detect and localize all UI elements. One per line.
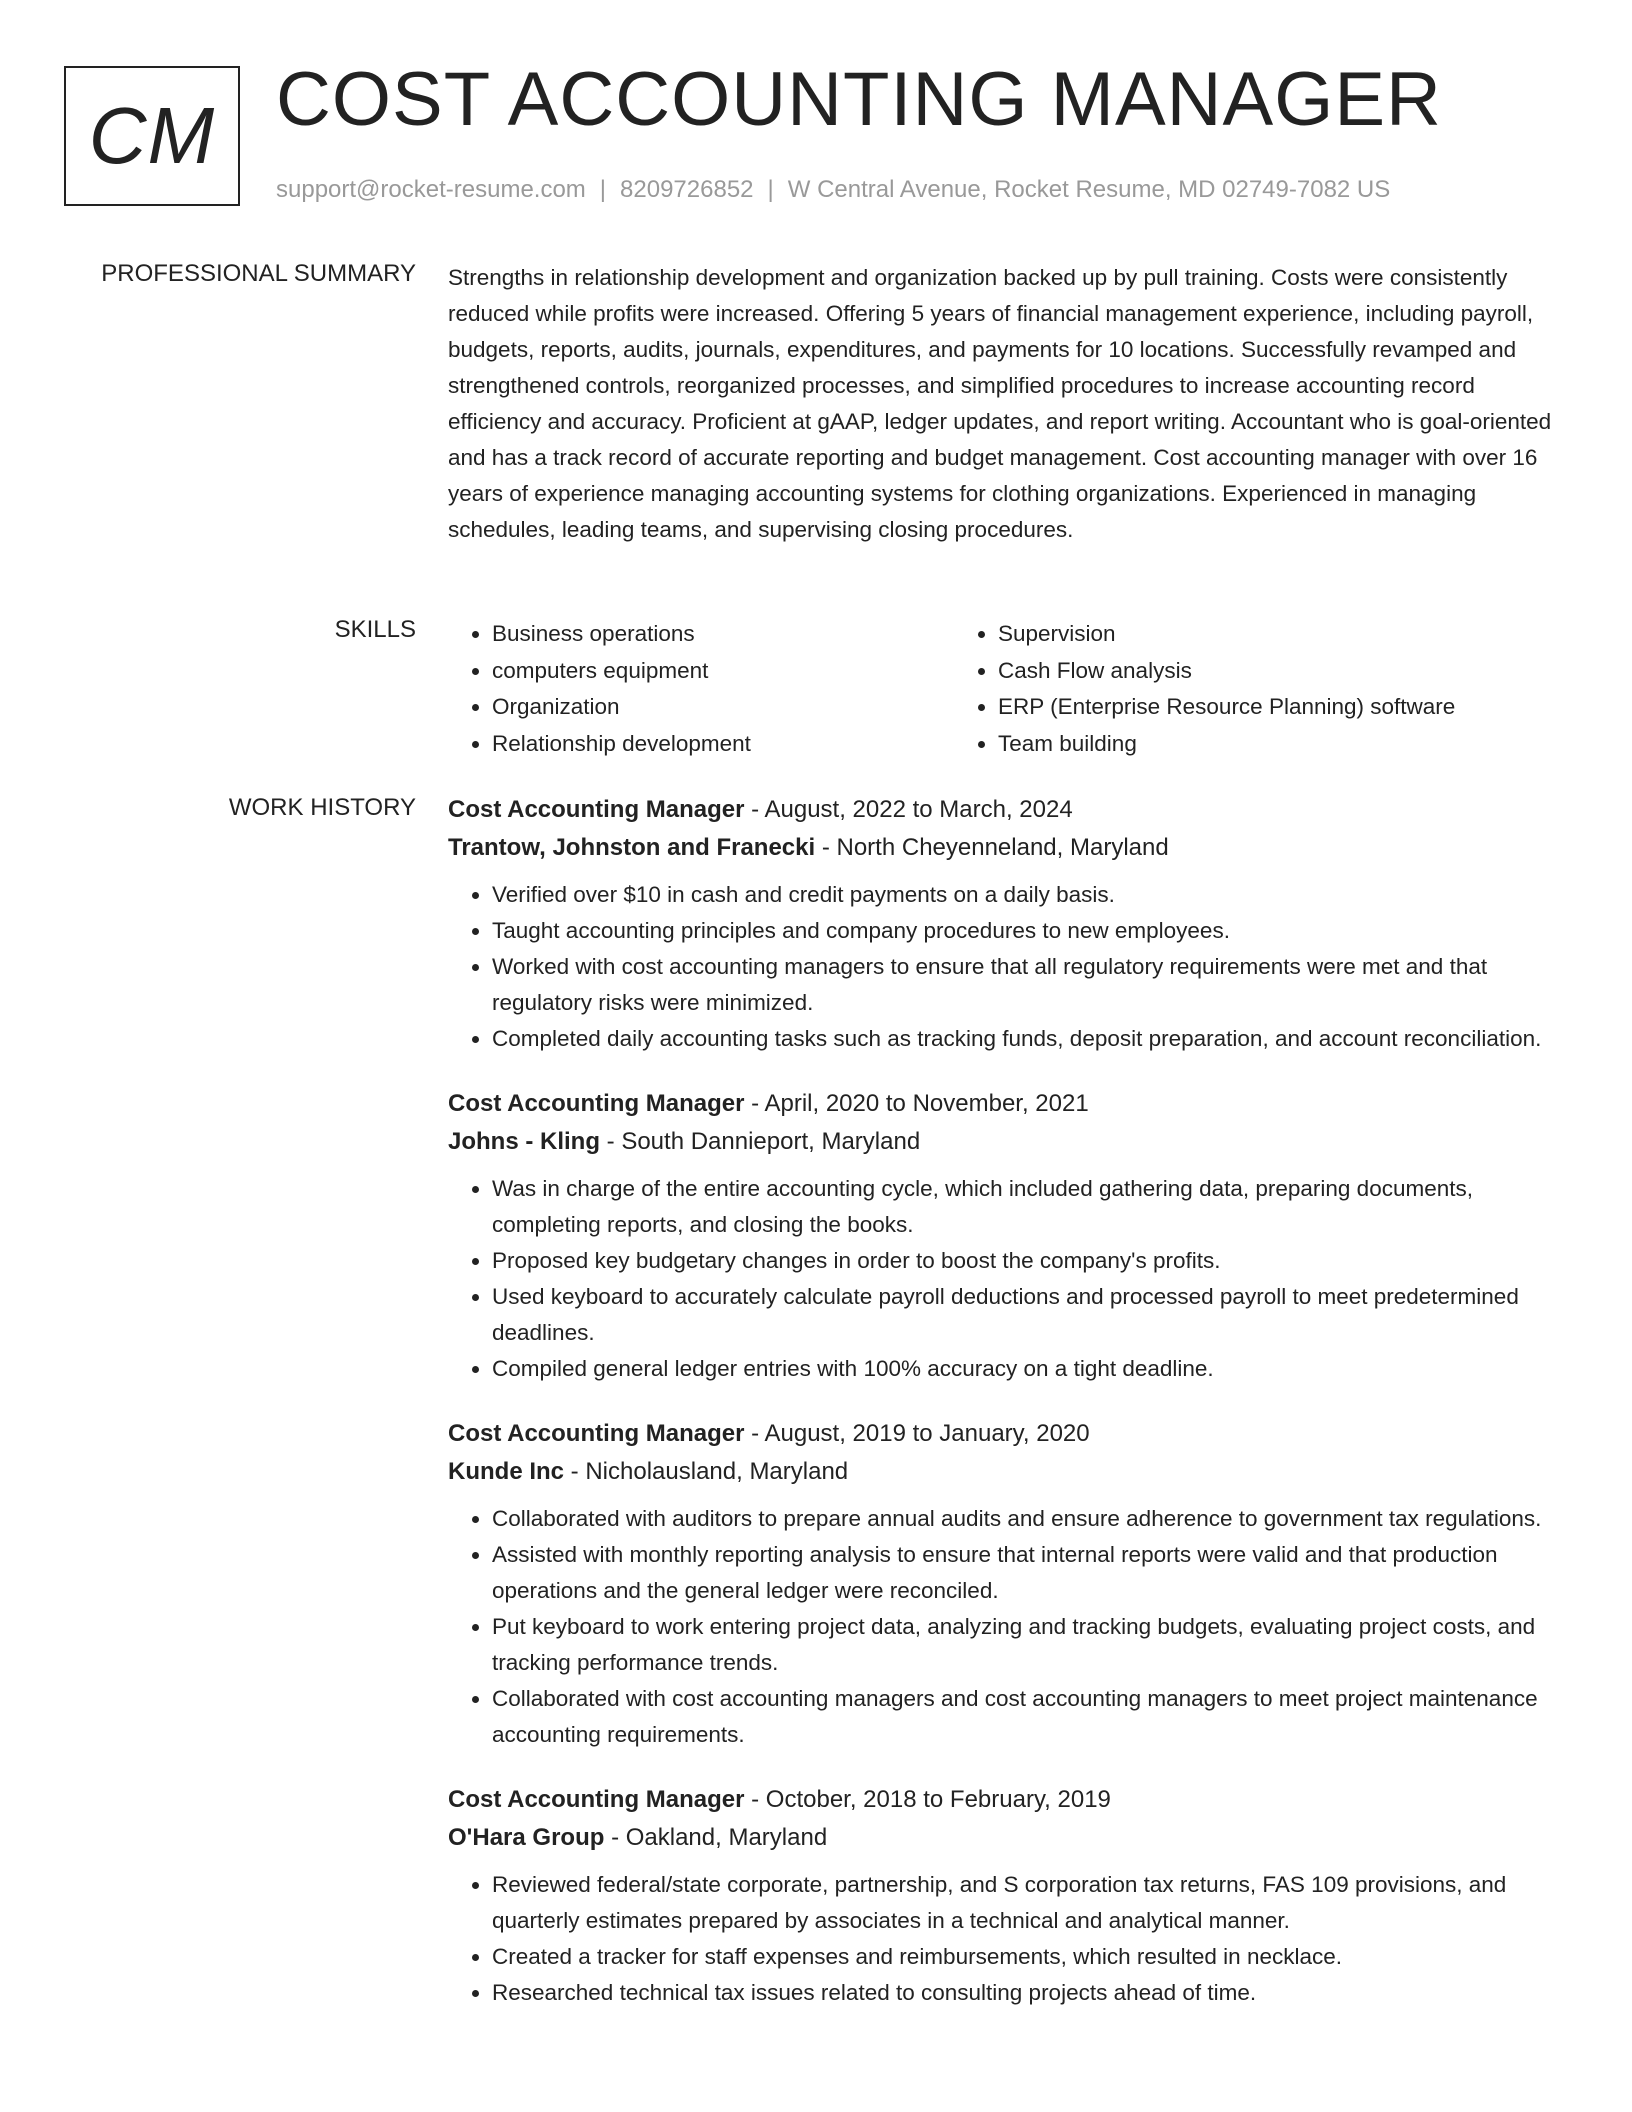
job-bullet: • Worked with cost accounting managers to ensure that all regulatory requirements were met and that regulatory risks were minimized. bbox=[492, 949, 1572, 1021]
skill-item: • Team building bbox=[998, 726, 1554, 763]
job-dash: - bbox=[744, 796, 765, 823]
skill-item: • Cash Flow analysis bbox=[998, 653, 1554, 690]
job-company-line bbox=[448, 1453, 1572, 1491]
job-entry bbox=[448, 1085, 1572, 1387]
job-title: Cost Accounting Manager bbox=[448, 1090, 745, 1117]
job-bullet: • Researched technical tax issues related to consulting projects ahead of time. bbox=[492, 1975, 1572, 2011]
job-bullet: • Completed daily accounting tasks such as tracking funds, deposit preparation, and account reconciliation. bbox=[492, 1021, 1572, 1057]
job-location: Oakland, Maryland bbox=[625, 1824, 828, 1851]
job-location: Nicholausland, Maryland bbox=[585, 1458, 849, 1485]
job-title-line bbox=[448, 1415, 1572, 1453]
summary-heading: PROFESSIONAL SUMMARY bbox=[101, 260, 416, 287]
job-bullets bbox=[448, 877, 1572, 1057]
job-bullet: • Assisted with monthly reporting analysis to ensure that internal reports were valid and that production operations and the general ledger were reconciled. bbox=[492, 1537, 1572, 1609]
contact-separator: | bbox=[599, 176, 607, 203]
work-history-body bbox=[448, 791, 1572, 2039]
job-company: Johns - Kling bbox=[448, 1128, 600, 1155]
job-bullet: • Created a tracker for staff expenses and reimbursements, which resulted in necklace. bbox=[492, 1939, 1572, 1975]
job-location: North Cheyenneland, Maryland bbox=[836, 834, 1169, 861]
job-entry bbox=[448, 1781, 1572, 2011]
job-dash: - bbox=[604, 1824, 626, 1851]
contact-address: W Central Avenue, Rocket Resume, MD 02749-7082 US bbox=[787, 176, 1391, 203]
job-dash: - bbox=[744, 1090, 765, 1117]
job-company-line bbox=[448, 1123, 1572, 1161]
job-dash: - bbox=[744, 1786, 766, 1813]
skill-item: • Supervision bbox=[998, 616, 1554, 653]
contact-separator: | bbox=[767, 176, 774, 203]
skill-item: • Relationship development bbox=[492, 726, 954, 763]
contact-phone[interactable]: 8209726852 bbox=[620, 176, 754, 203]
job-title: Cost Accounting Manager bbox=[448, 1786, 745, 1813]
skill-item: • computers equipment bbox=[492, 653, 954, 690]
job-bullets bbox=[448, 1867, 1572, 2011]
job-dash: - bbox=[600, 1128, 622, 1155]
job-bullet: • Used keyboard to accurately calculate payroll deductions and processed payroll to meet predetermined deadlines. bbox=[492, 1279, 1572, 1351]
skills-column-2 bbox=[954, 616, 1554, 762]
job-dash: - bbox=[815, 834, 837, 861]
job-company: Trantow, Johnston and Franecki bbox=[448, 834, 816, 861]
skill-item: • ERP (Enterprise Resource Planning) software bbox=[998, 689, 1554, 726]
job-dates: October, 2018 to February, 2019 bbox=[765, 1786, 1111, 1813]
job-bullet: • Collaborated with auditors to prepare annual audits and ensure adherence to government tax regulations. bbox=[492, 1501, 1572, 1537]
skills-heading: SKILLS bbox=[334, 616, 416, 643]
job-title-line bbox=[448, 1781, 1572, 1819]
job-title-line bbox=[448, 791, 1572, 829]
job-bullet: • Collaborated with cost accounting managers and cost accounting managers to meet project maintenance accounting requirements. bbox=[492, 1681, 1572, 1753]
job-dates: August, 2022 to March, 2024 bbox=[764, 796, 1073, 823]
job-bullet: • Compiled general ledger entries with 100% accuracy on a tight deadline. bbox=[492, 1351, 1572, 1387]
job-dash: - bbox=[744, 1420, 765, 1447]
job-location: South Dannieport, Maryland bbox=[621, 1128, 921, 1155]
monogram-logo: CM bbox=[64, 66, 240, 206]
job-bullets bbox=[448, 1171, 1572, 1387]
job-bullet: • Taught accounting principles and company procedures to new employees. bbox=[492, 913, 1572, 949]
job-bullets bbox=[448, 1501, 1572, 1753]
job-bullet: • Was in charge of the entire accounting cycle, which included gathering data, preparing documents, completing reports, and closing the books. bbox=[492, 1171, 1572, 1243]
skill-item: • Organization bbox=[492, 689, 954, 726]
work-history-heading: WORK HISTORY bbox=[228, 794, 416, 821]
summary-text: Strengths in relationship development and organization backed up by pull training. Costs were consistently reduced while profits were increased. Offering 5 years of financial management experience, including payroll, budgets, reports, audits, journals, expenditures, and payments for 10 locations. Successfully revamped and strengthened controls, reorganized processes, and simplified procedures to increase accounting record efficiency and accuracy. Proficient at gAAP, ledger updates, and report writing. Accountant who is goal-oriented and has a track record of accurate reporting and budget management. Cost accounting manager with over 16 years of experience managing accounting systems for clothing organizations. Experienced in managing schedules, leading teams, and supervising closing procedures. bbox=[448, 265, 1552, 542]
job-dates: August, 2019 to January, 2020 bbox=[764, 1420, 1090, 1447]
job-company: O'Hara Group bbox=[448, 1824, 605, 1851]
skill-item: • Business operations bbox=[492, 616, 954, 653]
job-title: Cost Accounting Manager bbox=[448, 1420, 745, 1447]
job-company-line bbox=[448, 829, 1572, 867]
job-entry bbox=[448, 1415, 1572, 1753]
job-bullet: • Proposed key budgetary changes in order to boost the company's profits. bbox=[492, 1243, 1572, 1279]
job-title-line bbox=[448, 1085, 1572, 1123]
job-dash: - bbox=[564, 1458, 586, 1485]
job-company-line bbox=[448, 1819, 1572, 1857]
job-bullet: • Put keyboard to work entering project data, analyzing and tracking budgets, evaluating project costs, and tracking performance trends. bbox=[492, 1609, 1572, 1681]
summary-body bbox=[448, 260, 1572, 548]
job-company: Kunde Inc bbox=[448, 1458, 565, 1485]
contact-line bbox=[276, 176, 1390, 204]
job-bullet: • Verified over $10 in cash and credit payments on a daily basis. bbox=[492, 877, 1572, 913]
job-entry bbox=[448, 791, 1572, 1057]
skills-column-1 bbox=[448, 616, 954, 762]
skills-list bbox=[448, 616, 1572, 762]
resume-title: COST ACCOUNTING MANAGER bbox=[276, 57, 1442, 142]
job-dates: April, 2020 to November, 2021 bbox=[764, 1090, 1089, 1117]
job-bullet: • Reviewed federal/state corporate, partnership, and S corporation tax returns, FAS 109 provisions, and quarterly estimates prepared by associates in a technical and analytical manner. bbox=[492, 1867, 1572, 1939]
job-title: Cost Accounting Manager bbox=[448, 796, 745, 823]
contact-email[interactable]: support@rocket-resume.com bbox=[276, 176, 586, 203]
